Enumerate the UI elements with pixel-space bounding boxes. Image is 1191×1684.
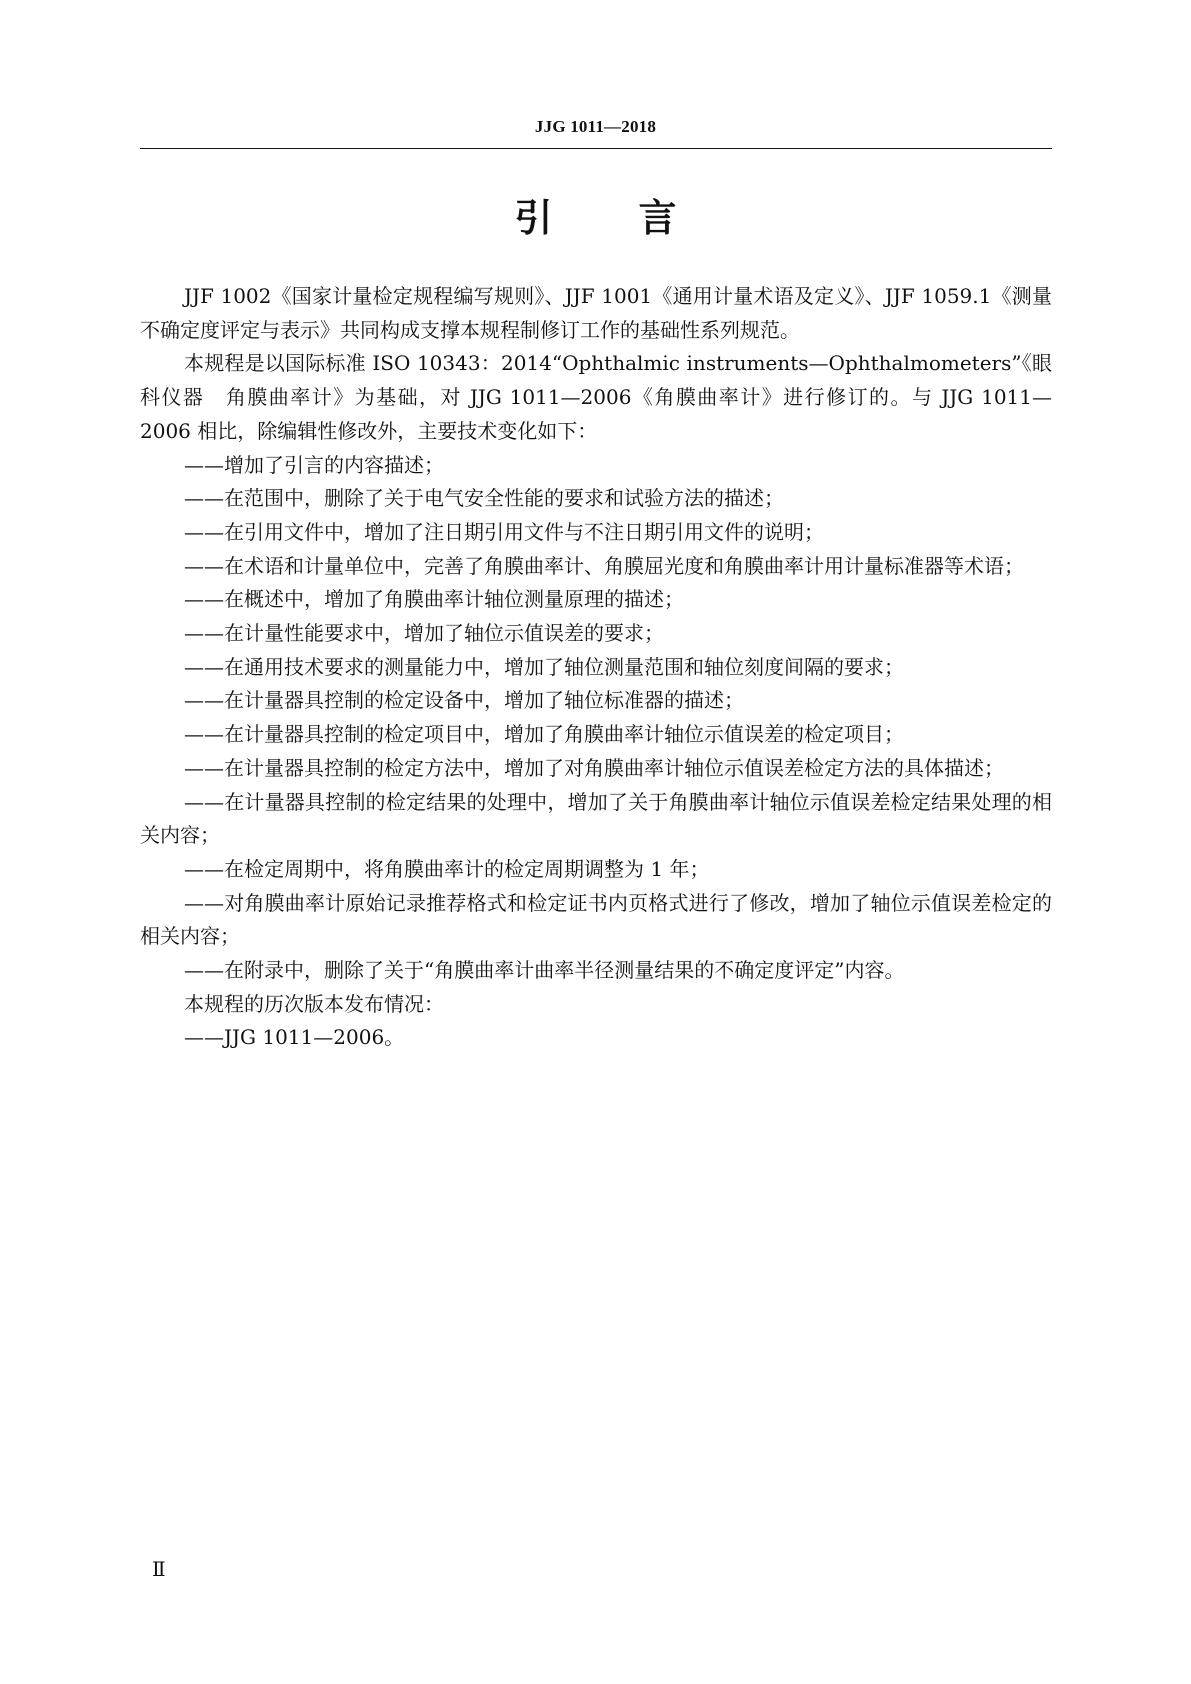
change-item: ——在通用技术要求的测量能力中，增加了轴位测量范围和轴位刻度间隔的要求；: [184, 654, 904, 679]
paragraph-foundation-specs: JJF 1002《国家计量检定规程编写规则》、JJF 1001《通用计量术语及定义》、JJF 1059.1《测量不确定度评定与表示》共同构成支撑本规程制修订工作的基础性系列规范。: [140, 284, 1052, 342]
version-history-item: ——JJG 1011—2006。: [184, 1025, 405, 1050]
header-divider: [140, 148, 1052, 149]
change-item: ——在引用文件中，增加了注日期引用文件与不注日期引用文件的说明；: [184, 519, 824, 544]
page-number: Ⅱ: [152, 1559, 166, 1581]
change-item: ——增加了引言的内容描述；: [184, 452, 444, 477]
change-item: ——在检定周期中，将角膜曲率计的检定周期调整为 1 年；: [184, 856, 710, 881]
title-char-2: 言: [638, 196, 677, 240]
change-item: ——在计量器具控制的检定结果的处理中，增加了关于角膜曲率计轴位示值误差检定结果处理的相关内容；: [140, 789, 1052, 848]
page-title: [0, 194, 1191, 242]
change-item: ——在计量器具控制的检定设备中，增加了轴位标准器的描述；: [184, 688, 744, 713]
change-item: ——在计量器具控制的检定方法中，增加了对角膜曲率计轴位示值误差检定方法的具体描述；: [184, 755, 1004, 780]
running-header: JJG 1011—2018: [534, 117, 657, 136]
change-item: ——在范围中，删除了关于电气安全性能的要求和试验方法的描述；: [184, 486, 784, 511]
change-item: ——在计量性能要求中，增加了轴位示值误差的要求；: [184, 621, 664, 646]
change-item: ——在计量器具控制的检定项目中，增加了角膜曲率计轴位示值误差的检定项目；: [184, 722, 904, 747]
change-item: ——对角膜曲率计原始记录推荐格式和检定证书内页格式进行了修改，增加了轴位示值误差检定的相关内容；: [140, 890, 1052, 949]
title-char-1: 引: [514, 196, 553, 240]
body-text: [140, 280, 1052, 1055]
change-item: ——在术语和计量单位中，完善了角膜曲率计、角膜屈光度和角膜曲率计用计量标准器等术语；: [184, 553, 1024, 578]
change-item: ——在概述中，增加了角膜曲率计轴位测量原理的描述；: [184, 587, 684, 612]
change-item: ——在附录中，删除了关于“角膜曲率计曲率半径测量结果的不确定度评定”内容。: [184, 958, 905, 983]
paragraph-basis: 本规程是以国际标准 ISO 10343：2014“Ophthalmic instruments—Ophthalmometers”《眼科仪器 角膜曲率计》为基础，对 JJG 1011—2006《角膜曲率计》进行修订的。与 JJG 1011—2006 相比，除编辑性修改外，主要技术变化如下：: [140, 351, 1052, 443]
paragraph-version-history: 本规程的历次版本发布情况：: [184, 991, 444, 1016]
